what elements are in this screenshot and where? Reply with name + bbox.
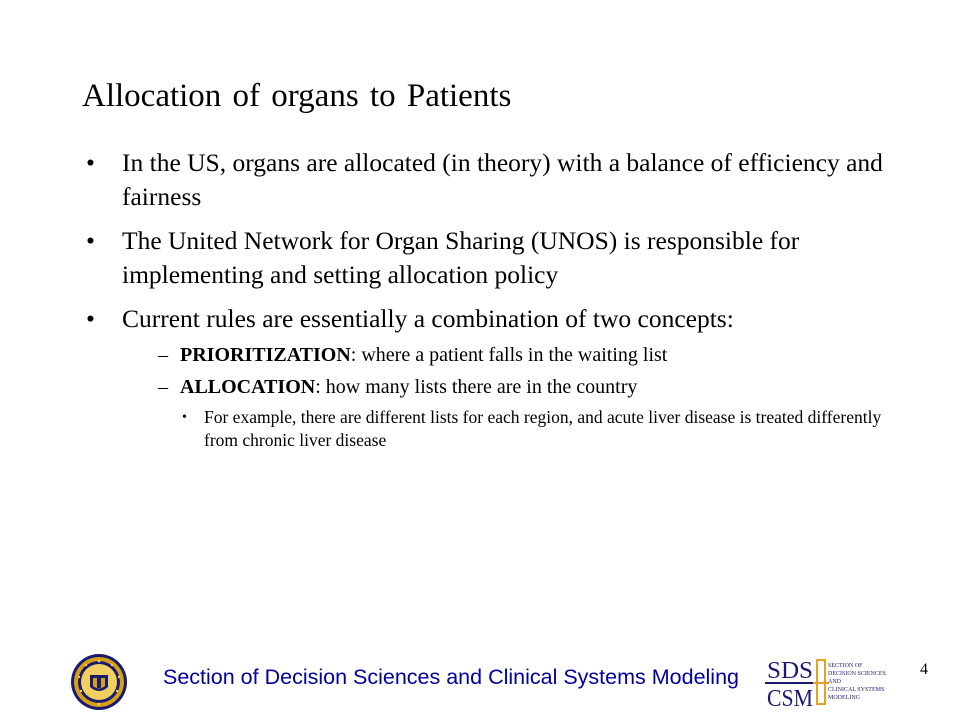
sub-bullet-text: : how many lists there are in the country	[315, 376, 638, 398]
sub-sub-bullet	[86, 406, 886, 452]
bullet-dot: •	[182, 410, 187, 425]
bullet-3	[86, 302, 886, 336]
sub-sub-bullet-text: For example, there are different lists for each region, and acute liver disease is treated differently from chronic liver disease	[204, 407, 882, 450]
sub-bullet-prioritization	[86, 342, 886, 368]
bullet-1	[86, 146, 886, 214]
bullet-2	[86, 224, 886, 292]
slide-body	[86, 146, 886, 452]
footer-section-name: Section of Decision Sciences and Clinical Systems Modeling	[163, 665, 739, 689]
svg-text:DECISION SCIENCES: DECISION SCIENCES	[828, 671, 886, 677]
svg-text:CSM: CSM	[767, 686, 813, 708]
bullet-dot: •	[86, 304, 95, 333]
bullet-3-text: Current rules are essentially a combination of two concepts:	[122, 304, 734, 333]
svg-text:AND: AND	[828, 679, 841, 685]
bullet-dot: •	[86, 148, 95, 177]
svg-text:SECTION OF: SECTION OF	[828, 663, 863, 669]
sub-bullet-term: PRIORITIZATION	[180, 344, 351, 366]
sub-bullet-allocation	[86, 374, 886, 400]
svg-text:CLINICAL SYSTEMS: CLINICAL SYSTEMS	[828, 687, 885, 693]
page-number: 4	[920, 661, 928, 678]
sub-bullet-term: ALLOCATION	[180, 376, 316, 398]
bullet-dot: •	[86, 226, 95, 255]
bullet-2-text: The United Network for Organ Sharing (UNOS) is responsible for implementing and setting allocation policy	[122, 226, 800, 289]
svg-text:MODELING: MODELING	[828, 695, 860, 701]
slide-title: Allocation of organs to Patients	[82, 78, 512, 114]
sub-bullet-text: : where a patient falls in the waiting list	[350, 344, 668, 366]
dash-marker: –	[158, 344, 168, 366]
university-seal-logo	[70, 653, 128, 711]
svg-text:SDS: SDS	[767, 658, 813, 684]
dash-marker: –	[158, 376, 168, 398]
bullet-1-text: In the US, organs are allocated (in theory) with a balance of efficiency and fairness	[122, 148, 883, 211]
sds-csm-logo	[765, 656, 897, 708]
